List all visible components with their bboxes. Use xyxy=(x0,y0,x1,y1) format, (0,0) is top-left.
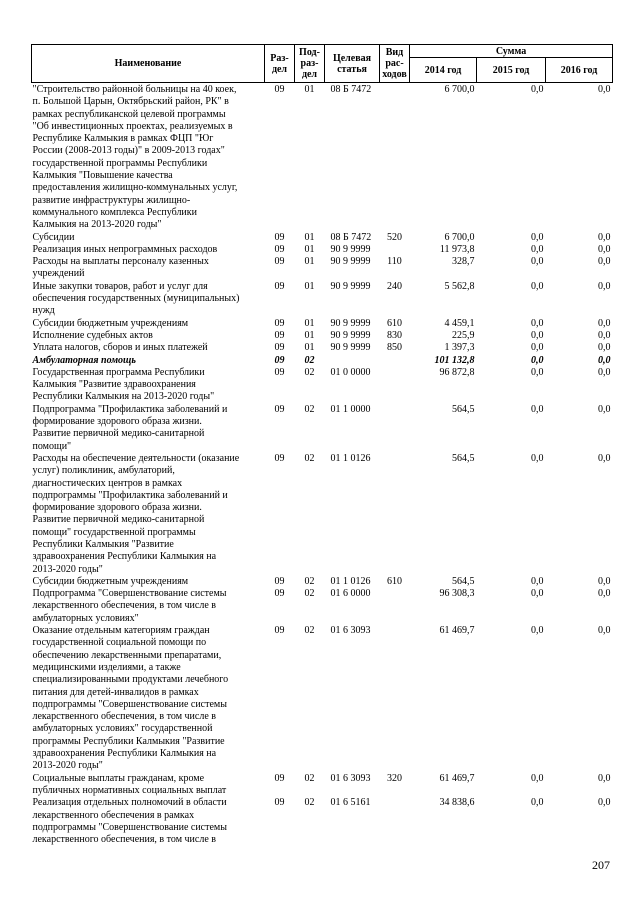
row-sum-2016: 0,0 xyxy=(598,354,611,366)
row-name: Расходы на обеспечение деятельности (оказание услуг) поликлиник, амбулаторий, диагностических центров в рамках подпрограммы "Профилактика заболеваний и формирование здорового образа жизни. Развитие первичной медико-санитарной помощи" государственной программы Республики Калмыкия "Развитие здравоохранения Республики Калмыкия на 2013-2020 годы" xyxy=(32,452,240,575)
row-sum-2016: 0,0 xyxy=(598,797,611,809)
row-podrazdel: 02 xyxy=(304,452,315,464)
row-target-article: 90 9 9999 xyxy=(330,317,371,329)
row-sum-2016: 0,0 xyxy=(598,243,611,255)
row-razdel: 09 xyxy=(274,575,285,587)
row-razdel: 09 xyxy=(274,329,285,341)
row-sum-2016: 0,0 xyxy=(598,772,611,784)
row-sum-2016: 0,0 xyxy=(598,231,611,243)
table-row xyxy=(32,453,613,576)
row-sum-2015: 0,0 xyxy=(531,366,544,378)
row-name: Субсидии xyxy=(32,231,75,243)
row-sum-2015: 0,0 xyxy=(531,403,544,415)
row-name: "Строительство районной больницы на 40 коек, п. Большой Царын, Октябрьский район, РК" в рамках республиканской целевой программы "Об инвестиционных проектах, реализуемых в Республике Калмыкия в рамках ФЦП "Юг России (2008-2013 годы)" в 2009-2013 годах" государственной программы Республики Калмыкия "Повышение качества предоставления жилищно-коммунальных услуг, развитие инфраструктуры жилищно- коммунального комплекса Республики Калмыкия на 2013-2020 годы" xyxy=(32,84,238,231)
row-expense-type: 520 xyxy=(387,231,402,243)
row-sum-2016: 0,0 xyxy=(598,366,611,378)
row-razdel: 09 xyxy=(274,772,285,784)
row-expense-type: 610 xyxy=(387,317,402,329)
row-sum-2016: 0,0 xyxy=(598,342,611,354)
row-razdel: 09 xyxy=(274,280,285,292)
table-row xyxy=(32,588,613,625)
row-target-article: 01 1 0126 xyxy=(330,575,371,587)
row-sum-2014: 6 700,0 xyxy=(444,231,475,243)
row-expense-type: 240 xyxy=(387,280,402,292)
row-name: Реализация иных непрограммных расходов xyxy=(32,243,218,255)
row-sum-2014: 564,5 xyxy=(452,575,475,587)
row-expense-type: 610 xyxy=(387,575,402,587)
row-sum-2014: 1 397,3 xyxy=(444,342,475,354)
table-row xyxy=(32,576,613,588)
table-row xyxy=(32,256,613,281)
row-name: Расходы на выплаты персоналу казенных учреждений xyxy=(32,256,209,280)
row-sum-2014: 328,7 xyxy=(452,256,475,268)
row-sum-2015: 0,0 xyxy=(531,625,544,637)
row-podrazdel: 02 xyxy=(304,772,315,784)
row-sum-2015: 0,0 xyxy=(531,256,544,268)
row-sum-2016: 0,0 xyxy=(598,625,611,637)
row-target-article: 01 6 3093 xyxy=(330,772,371,784)
row-name: Подпрограмма "Профилактика заболеваний и формирование здорового образа жизни. Развитие первичной медико-санитарной помощи" xyxy=(32,403,228,452)
row-name: Амбулаторная помощь xyxy=(32,354,136,366)
row-target-article: 90 9 9999 xyxy=(330,243,371,255)
row-sum-2014: 96 308,3 xyxy=(439,588,475,600)
header-razdel: Раз- дел xyxy=(265,45,295,83)
row-sum-2014: 4 459,1 xyxy=(444,317,475,329)
row-sum-2014: 5 562,8 xyxy=(444,280,475,292)
header-summa: Сумма xyxy=(410,45,613,58)
row-sum-2014: 34 838,6 xyxy=(439,797,475,809)
row-target-article xyxy=(325,355,380,367)
table-row xyxy=(32,342,613,354)
row-sum-2015: 0,0 xyxy=(531,317,544,329)
row-target-article: 01 1 0000 xyxy=(330,403,371,415)
row-podrazdel: 02 xyxy=(304,797,315,809)
row-sum-2016: 0,0 xyxy=(598,280,611,292)
header-year-2015: 2015 год xyxy=(477,58,546,83)
row-expense-type: 830 xyxy=(387,329,402,341)
table-row xyxy=(32,232,613,244)
row-sum-2016: 0,0 xyxy=(598,84,611,95)
row-sum-2015: 0,0 xyxy=(531,772,544,784)
row-sum-2014: 11 973,8 xyxy=(439,243,475,255)
row-sum-2016: 0,0 xyxy=(598,575,611,587)
row-expense-type xyxy=(380,244,410,256)
row-expense-type xyxy=(380,404,410,453)
row-name: Уплата налогов, сборов и иных платежей xyxy=(32,342,208,354)
row-podrazdel: 02 xyxy=(304,354,315,366)
row-sum-2014: 61 469,7 xyxy=(439,625,475,637)
row-sum-2015: 0,0 xyxy=(531,452,544,464)
row-sum-2015: 0,0 xyxy=(531,342,544,354)
row-sum-2014: 564,5 xyxy=(452,452,475,464)
row-target-article: 90 9 9999 xyxy=(330,280,371,292)
row-target-article: 08 Б 7472 xyxy=(330,84,372,95)
row-name: Подпрограмма "Совершенствование системы лекарственного обеспечения, в том числе в амбулаторных условиях" xyxy=(32,588,227,624)
row-expense-type: 850 xyxy=(387,342,402,354)
row-name: Государственная программа Республики Калмыкия "Развитие здравоохранения Республики Калмыкия на 2013-2020 годы" xyxy=(32,366,215,403)
row-sum-2016: 0,0 xyxy=(598,317,611,329)
row-sum-2016: 0,0 xyxy=(598,588,611,600)
row-razdel: 09 xyxy=(274,403,285,415)
table-row xyxy=(32,281,613,318)
row-sum-2016: 0,0 xyxy=(598,403,611,415)
page-number: 207 xyxy=(592,858,610,872)
row-sum-2015: 0,0 xyxy=(531,797,544,809)
row-sum-2015: 0,0 xyxy=(531,575,544,587)
table-row xyxy=(32,797,613,846)
row-target-article: 01 0 0000 xyxy=(330,366,371,378)
row-sum-2015: 0,0 xyxy=(531,243,544,255)
row-expense-type xyxy=(380,625,410,773)
header-podrazdel: Под- раз- дел xyxy=(295,45,325,83)
row-podrazdel: 02 xyxy=(304,366,315,378)
row-sum-2015: 0,0 xyxy=(531,84,544,95)
table-row xyxy=(32,330,613,342)
row-sum-2014: 96 872,8 xyxy=(439,366,475,378)
row-razdel: 09 xyxy=(274,317,285,329)
row-podrazdel: 01 xyxy=(304,231,315,243)
header-year-2014: 2014 год xyxy=(410,58,477,83)
table-row xyxy=(32,773,613,798)
row-sum-2016: 0,0 xyxy=(598,329,611,341)
row-razdel: 09 xyxy=(274,452,285,464)
row-target-article: 01 6 0000 xyxy=(330,588,371,600)
table-row xyxy=(32,404,613,453)
budget-table xyxy=(31,44,613,846)
row-razdel: 09 xyxy=(274,797,285,809)
row-podrazdel: 02 xyxy=(304,625,315,637)
row-sum-2016: 0,0 xyxy=(598,452,611,464)
table-body xyxy=(32,83,613,847)
row-podrazdel: 02 xyxy=(304,575,315,587)
row-sum-2014: 6 700,0 xyxy=(444,84,475,95)
row-sum-2015: 0,0 xyxy=(531,588,544,600)
row-name: Субсидии бюджетным учреждениям xyxy=(32,317,189,329)
table-row xyxy=(32,367,613,404)
header-target-article: Целевая статья xyxy=(325,45,380,83)
row-razdel: 09 xyxy=(274,354,285,366)
row-target-article: 90 9 9999 xyxy=(330,329,371,341)
row-podrazdel: 01 xyxy=(304,243,315,255)
row-sum-2015: 0,0 xyxy=(531,231,544,243)
header-name: Наименование xyxy=(32,45,265,83)
row-name: Реализация отдельных полномочий в области лекарственного обеспечения в рамках подпрограммы "Совершенствование системы лекарственного обеспечения, в том числе в xyxy=(32,797,227,846)
table-row xyxy=(32,355,613,367)
row-expense-type xyxy=(380,83,410,232)
header-year-2016: 2016 год xyxy=(546,58,613,83)
row-podrazdel: 01 xyxy=(304,342,315,354)
row-podrazdel: 02 xyxy=(304,403,315,415)
row-podrazdel: 01 xyxy=(304,317,315,329)
row-podrazdel: 01 xyxy=(304,329,315,341)
row-sum-2016: 0,0 xyxy=(598,256,611,268)
row-razdel: 09 xyxy=(274,588,285,600)
row-podrazdel: 01 xyxy=(304,280,315,292)
row-sum-2015: 0,0 xyxy=(531,329,544,341)
row-expense-type xyxy=(380,355,410,367)
row-sum-2015: 0,0 xyxy=(531,280,544,292)
header-expense-type: Вид рас- ходов xyxy=(380,45,410,83)
row-expense-type: 320 xyxy=(387,772,402,784)
row-target-article: 01 1 0126 xyxy=(330,452,371,464)
table-row xyxy=(32,625,613,773)
row-sum-2015: 0,0 xyxy=(531,354,544,366)
row-sum-2014: 564,5 xyxy=(452,403,475,415)
row-sum-2014: 61 469,7 xyxy=(439,772,475,784)
row-target-article: 01 6 3093 xyxy=(330,625,371,637)
row-target-article: 90 9 9999 xyxy=(330,342,371,354)
row-sum-2014: 225,9 xyxy=(452,329,475,341)
table-row xyxy=(32,83,613,232)
row-razdel: 09 xyxy=(274,625,285,637)
row-razdel: 09 xyxy=(274,256,285,268)
row-podrazdel: 01 xyxy=(304,256,315,268)
row-target-article: 08 Б 7472 xyxy=(330,231,372,243)
row-razdel: 09 xyxy=(274,243,285,255)
row-expense-type: 110 xyxy=(387,256,402,268)
row-razdel: 09 xyxy=(274,366,285,378)
row-sum-2014: 101 132,8 xyxy=(434,354,475,366)
row-name: Субсидии бюджетным учреждениям xyxy=(32,575,189,587)
row-name: Оказание отдельным категориям граждан государственной социальной помощи по обеспечению лекарственными препаратами, медицинскими изделиями, а также специализированными продуктами лечебного питания для детей-инвалидов в рамках подпрограммы "Совершенствование системы лекарственного обеспечения, в том числе в амбулаторных условиях" государственной программы Республики Калмыкия "Развитие здравоохранения Республики Калмыкия на 2013-2020 годы" xyxy=(32,625,229,772)
row-razdel: 09 xyxy=(274,342,285,354)
row-expense-type xyxy=(380,453,410,576)
row-razdel: 09 xyxy=(274,231,285,243)
row-name: Социальные выплаты гражданам, кроме публичных нормативных социальных выплат xyxy=(32,772,227,796)
row-name: Иные закупки товаров, работ и услуг для обеспечения государственных (муниципальных) нужд xyxy=(32,280,240,317)
row-expense-type xyxy=(380,797,410,846)
row-podrazdel: 02 xyxy=(304,588,315,600)
row-target-article: 01 6 5161 xyxy=(330,797,371,809)
row-name: Исполнение судебных актов xyxy=(32,329,153,341)
row-razdel: 09 xyxy=(274,84,285,95)
table-row xyxy=(32,244,613,256)
row-podrazdel: 01 xyxy=(304,84,315,95)
row-target-article: 90 9 9999 xyxy=(330,256,371,268)
table-row xyxy=(32,318,613,330)
row-expense-type xyxy=(380,367,410,404)
row-expense-type xyxy=(380,588,410,625)
